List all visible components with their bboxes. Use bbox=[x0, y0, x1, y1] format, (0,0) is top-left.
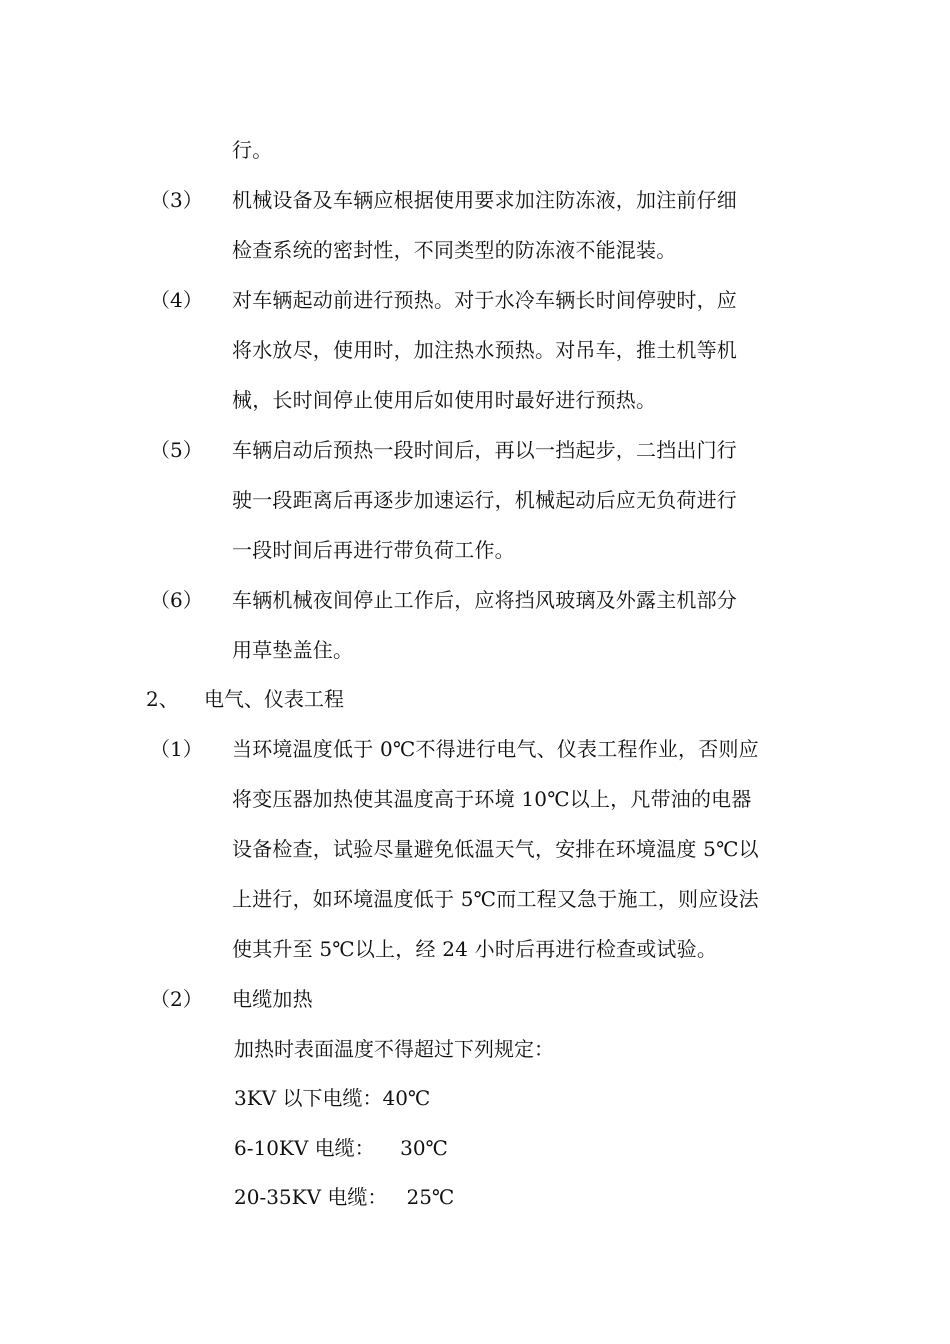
item-1-line-1: 当环境温度低于 0℃不得进行电气、仪表工程作业，否则应 bbox=[232, 737, 759, 761]
continuation-line: 行。 bbox=[232, 138, 273, 162]
item-marker-1: （1） bbox=[150, 737, 203, 761]
cable-limit-20-35kv: 20-35KV 电缆： 25℃ bbox=[234, 1185, 455, 1209]
item-5-line-1: 车辆启动后预热一段时间后，再以一挡起步，二挡出门行 bbox=[232, 438, 737, 462]
item-1-line-5: 使其升至 5℃以上，经 24 小时后再进行检查或试验。 bbox=[232, 937, 718, 961]
item-marker-3: （3） bbox=[150, 188, 203, 212]
item-marker-2: （2） bbox=[150, 987, 203, 1011]
cable-limit-6-10kv: 6-10KV 电缆： 30℃ bbox=[234, 1136, 448, 1160]
item-3-line-2: 检查系统的密封性，不同类型的防冻液不能混装。 bbox=[232, 238, 677, 262]
cable-heating-intro: 加热时表面温度不得超过下列规定： bbox=[234, 1037, 554, 1061]
section-2-marker: 2、 bbox=[146, 687, 179, 711]
cable-limit-3kv: 3KV 以下电缆：40℃ bbox=[234, 1086, 431, 1110]
item-4-line-2: 将水放尽，使用时，加注热水预热。对吊车，推土机等机 bbox=[232, 338, 737, 362]
item-3-line-1: 机械设备及车辆应根据使用要求加注防冻液，加注前仔细 bbox=[232, 188, 737, 212]
item-6-line-1: 车辆机械夜间停止工作后，应将挡风玻璃及外露主机部分 bbox=[232, 588, 737, 612]
item-marker-4: （4） bbox=[150, 288, 203, 312]
item-1-line-2: 将变压器加热使其温度高于环境 10℃以上，凡带油的电器 bbox=[232, 787, 752, 811]
item-4-line-3: 械，长时间停止使用后如使用时最好进行预热。 bbox=[232, 388, 657, 412]
item-5-line-2: 驶一段距离后再逐步加速运行，机械起动后应无负荷进行 bbox=[232, 488, 737, 512]
item-6-line-2: 用草垫盖住。 bbox=[232, 638, 354, 662]
item-5-line-3: 一段时间后再进行带负荷工作。 bbox=[232, 538, 515, 562]
item-1-line-4: 上进行，如环境温度低于 5℃而工程又急于施工，则应设法 bbox=[232, 887, 759, 911]
item-marker-6: （6） bbox=[150, 588, 203, 612]
section-2-title: 电气、仪表工程 bbox=[204, 687, 344, 711]
item-4-line-1: 对车辆起动前进行预热。对于水冷车辆长时间停驶时，应 bbox=[232, 288, 737, 312]
item-marker-5: （5） bbox=[150, 438, 203, 462]
item-2-line-1: 电缆加热 bbox=[232, 987, 313, 1011]
item-1-line-3: 设备检查，试验尽量避免低温天气，安排在环境温度 5℃以 bbox=[232, 837, 759, 861]
